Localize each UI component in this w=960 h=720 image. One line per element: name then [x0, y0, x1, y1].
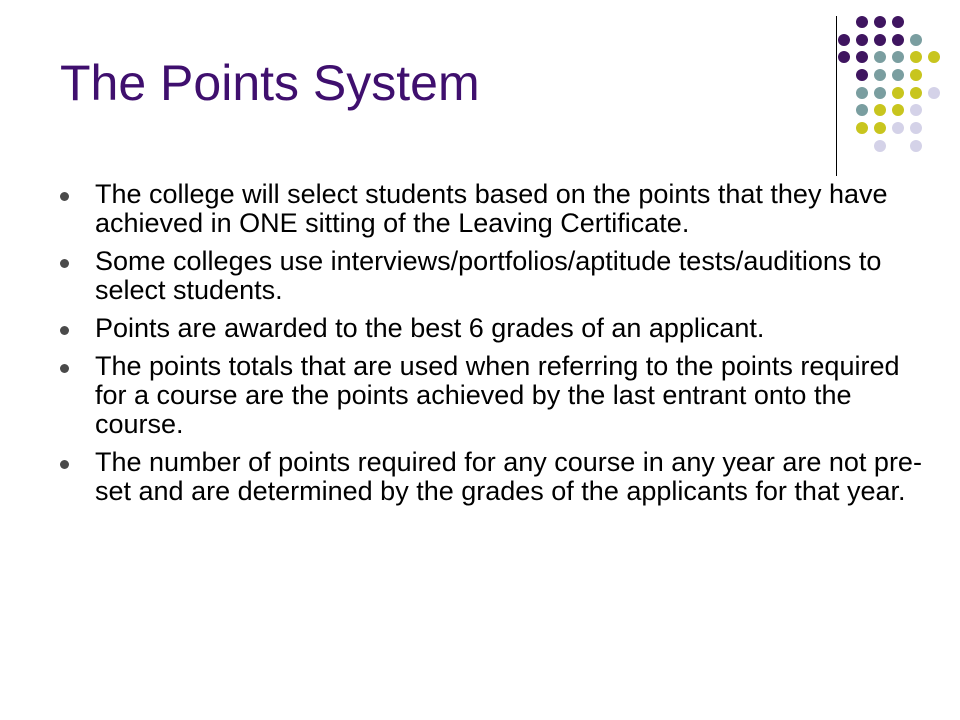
dot-lavender [892, 122, 904, 134]
dot-lavender [874, 140, 886, 152]
bullet-dot-icon [60, 259, 69, 268]
dot-purple [856, 69, 868, 81]
dot-lime [874, 104, 886, 116]
slide-title: The Points System [60, 55, 480, 111]
dot-lavender [910, 140, 922, 152]
bullet-text: Some colleges use interviews/portfolios/aptitude tests/auditions to select students. [95, 246, 882, 305]
dot-lavender [910, 104, 922, 116]
dot-teal [856, 87, 868, 99]
dot-purple [838, 51, 850, 63]
bullet-item [60, 352, 930, 439]
bullet-dot-icon [60, 192, 69, 201]
bullet-text: The points totals that are used when referring to the points required for a course are the points achieved by the last entrant onto the course. [95, 351, 900, 439]
dot-lavender [928, 87, 940, 99]
dot-lime [910, 69, 922, 81]
bullet-item [60, 247, 930, 305]
bullet-dot-icon [60, 460, 69, 469]
dot-purple [892, 16, 904, 28]
dot-purple [874, 16, 886, 28]
dot-lime [928, 51, 940, 63]
dot-teal [892, 69, 904, 81]
bullet-item [60, 448, 930, 506]
dot-lavender [910, 122, 922, 134]
bullet-item [60, 180, 930, 238]
dot-lime [910, 51, 922, 63]
dot-teal [874, 51, 886, 63]
dot-lime [856, 122, 868, 134]
dot-teal [874, 69, 886, 81]
bullet-item [60, 314, 930, 343]
dot-lime [874, 122, 886, 134]
bullet-dot-icon [60, 326, 69, 335]
bullet-dot-icon [60, 364, 69, 373]
dot-purple [892, 34, 904, 46]
bullet-text: The college will select students based on the points that they have achieved in ONE sitting of the Leaving Certificate. [95, 179, 888, 238]
dot-teal [874, 87, 886, 99]
bullet-list [60, 180, 930, 515]
bullet-text: The number of points required for any course in any year are not pre-set and are determined by the grades of the applicants for that year. [95, 447, 922, 506]
dot-teal [892, 51, 904, 63]
dot-teal [856, 104, 868, 116]
dot-purple [856, 51, 868, 63]
dot-teal [910, 34, 922, 46]
dot-lime [892, 104, 904, 116]
dot-purple [856, 34, 868, 46]
dot-lime [892, 87, 904, 99]
decorative-dot-grid [0, 0, 960, 200]
dot-purple [838, 34, 850, 46]
dot-purple [874, 34, 886, 46]
bullet-text: Points are awarded to the best 6 grades of an applicant. [95, 313, 765, 343]
dot-purple [856, 16, 868, 28]
dot-lime [910, 87, 922, 99]
